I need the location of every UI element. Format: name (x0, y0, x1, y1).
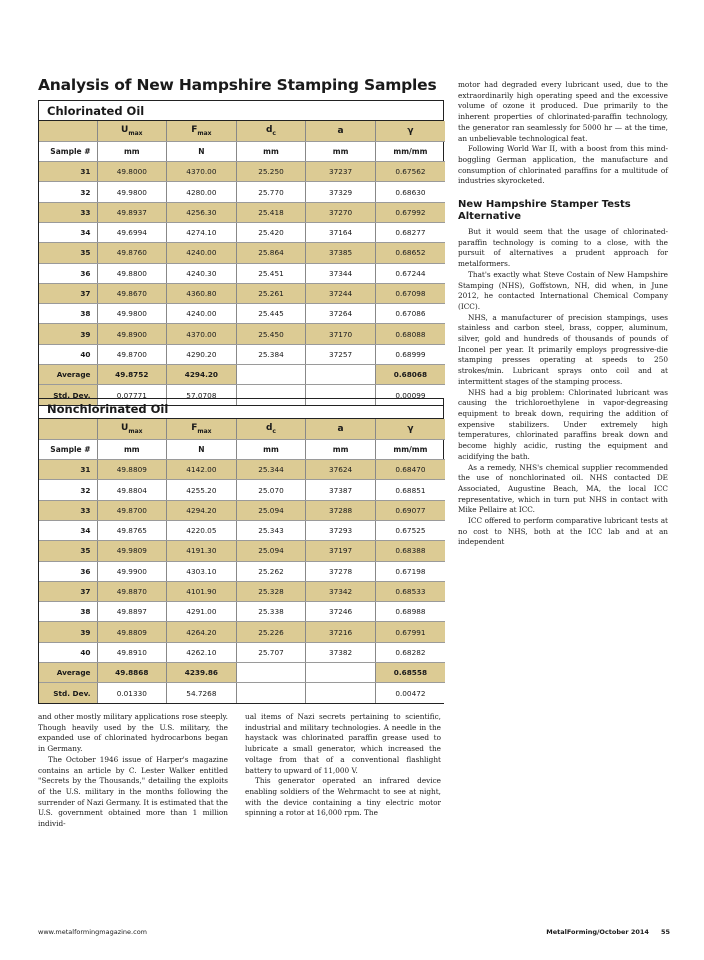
header-cell: $U_{max}$ (97, 121, 167, 141)
sample-number: 31 (39, 460, 97, 480)
table-cell: 49.8804 (97, 480, 167, 500)
table-cell: 0.68558 (375, 663, 445, 683)
table-row (39, 480, 445, 500)
unit-cell: mm (97, 439, 167, 459)
table-cell: 4294.20 (167, 500, 237, 520)
footer-publication: MetalForming/October 2014 (546, 928, 649, 936)
table-cell: 49.9900 (97, 561, 167, 581)
header-cell: $F_{max}$ (167, 121, 237, 141)
table-cell: 37164 (306, 222, 376, 242)
table-cell: 0.07771 (97, 385, 167, 405)
table-cell: 0.67098 (375, 283, 445, 303)
table-cell: 49.8910 (97, 642, 167, 662)
average-row (39, 365, 445, 385)
table-row (39, 344, 445, 364)
table-cell: 0.01330 (97, 683, 167, 703)
table-cell: 4256.30 (167, 202, 237, 222)
table-cell: 49.8809 (97, 622, 167, 642)
table-cell: 49.8765 (97, 520, 167, 540)
table-row (39, 581, 445, 601)
left-column-text (38, 712, 228, 830)
table-cell: 25.445 (236, 304, 306, 324)
row-label: Std. Dev. (39, 683, 97, 703)
paragraph: NHS had a big problem: Chlorinated lubricant was causing the trichloroethylene in vapor-degreasing equipment to break down, requiring the addition of expensive stabilizers. Under extremely high temperatures, chlorinated paraffins break down and become highly acidic, rusting the equipment and acidifying the bath. (458, 387, 668, 461)
table-cell: 49.8000 (97, 162, 167, 182)
table-cell: 0.67562 (375, 162, 445, 182)
table-cell: 25.250 (236, 162, 306, 182)
paragraph: The October 1946 issue of Harper's magazine contains an article by C. Lester Walker entitled "Secrets by the Thousands," detailing the exploits of the U.S. military in the months following the surrender of Nazi Germany. It is estimated that the U.S. government obtained more than 1 million individ- (38, 754, 228, 829)
table-cell: 0.00472 (375, 683, 445, 703)
table-row (39, 622, 445, 642)
header-cell: $d_c$ (236, 419, 306, 439)
table-cell: 25.418 (236, 202, 306, 222)
paragraph: Following World War II, with a boost from this mind-boggling German application, the manufacture and consumption of chlorinated paraffins for a multitude of industries skyrocketed. (458, 144, 668, 186)
chlorinated-oil-table (38, 100, 444, 406)
sample-label: Sample # (39, 141, 97, 161)
data-table (39, 121, 445, 405)
table-cell: 37197 (306, 541, 376, 561)
table-cell: 4360.80 (167, 283, 237, 303)
table-cell: 25.070 (236, 480, 306, 500)
table-cell: 49.9800 (97, 182, 167, 202)
row-label: Average (39, 663, 97, 683)
table-row (39, 222, 445, 242)
table-cell: 0.67525 (375, 520, 445, 540)
table-cell: 37216 (306, 622, 376, 642)
table-cell: 49.6994 (97, 222, 167, 242)
row-label: Average (39, 365, 97, 385)
table-cell: 57.0708 (167, 385, 237, 405)
paragraph: But it would seem that the usage of chlorinated-paraffin technology is coming to a close, with the pursuit of alternatives a prudent approach for metalformers. (458, 227, 668, 269)
unit-cell: mm (306, 141, 376, 161)
table-cell: 49.8870 (97, 581, 167, 601)
sample-number: 32 (39, 182, 97, 202)
sample-number: 33 (39, 202, 97, 222)
empty-cell (236, 683, 306, 703)
table-cell: 0.68988 (375, 602, 445, 622)
header-subscript: c (272, 427, 276, 435)
table-cell: 49.8752 (97, 365, 167, 385)
table-row (39, 304, 445, 324)
table-cell: 37288 (306, 500, 376, 520)
header-cell: $d_c$ (236, 121, 306, 141)
header-cell (39, 121, 97, 141)
sample-number: 39 (39, 324, 97, 344)
table-cell: 25.343 (236, 520, 306, 540)
page-number: 55 (660, 928, 670, 936)
table-cell: 37264 (306, 304, 376, 324)
table-cell: 0.68068 (375, 365, 445, 385)
table-cell: 4239.86 (167, 663, 237, 683)
table-cell: 0.68388 (375, 541, 445, 561)
header-cell: a (306, 121, 376, 141)
paragraph: That's exactly what Steve Costain of New Hampshire Stamping (NHS), Goffstown, NH, did when, in June 2012, he contacted International Chemical Company (ICC). (458, 269, 668, 311)
table-cell: 4294.20 (167, 365, 237, 385)
table-cell: 37342 (306, 581, 376, 601)
table-cell: 49.8700 (97, 344, 167, 364)
sample-number: 39 (39, 622, 97, 642)
table-cell: 49.8868 (97, 663, 167, 683)
header-cell: $F_{max}$ (167, 419, 237, 439)
sample-number: 31 (39, 162, 97, 182)
header-subscript: max (197, 427, 212, 435)
units-row (39, 439, 445, 459)
footer-url: www.metalformingmagazine.com (38, 928, 148, 936)
table-cell: 4240.00 (167, 304, 237, 324)
table-cell: 0.68277 (375, 222, 445, 242)
table-cell: 25.450 (236, 324, 306, 344)
table-cell: 54.7268 (167, 683, 237, 703)
table-row (39, 602, 445, 622)
std-dev-row (39, 683, 445, 703)
sample-number: 36 (39, 263, 97, 283)
table-cell: 25.451 (236, 263, 306, 283)
unit-cell: mm (97, 141, 167, 161)
sample-label: Sample # (39, 439, 97, 459)
header-cell: $U_{max}$ (97, 419, 167, 439)
paragraph: ICC offered to perform comparative lubricant tests at no cost to NHS, both at the ICC lab and at an independent (458, 516, 668, 547)
table-cell: 4370.00 (167, 324, 237, 344)
table-cell: 4240.30 (167, 263, 237, 283)
table-cell: 37329 (306, 182, 376, 202)
table-row (39, 520, 445, 540)
table-cell: 37344 (306, 263, 376, 283)
table-cell: 25.864 (236, 243, 306, 263)
unit-cell: mm/mm (375, 141, 445, 161)
table-cell: 4240.00 (167, 243, 237, 263)
unit-cell: mm (306, 439, 376, 459)
table-row (39, 162, 445, 182)
table-cell: 49.8760 (97, 243, 167, 263)
table-row (39, 182, 445, 202)
table-cell: 0.68088 (375, 324, 445, 344)
header-subscript: max (128, 427, 143, 435)
table-cell: 0.68630 (375, 182, 445, 202)
table-cell: 0.67244 (375, 263, 445, 283)
table-cell: 4370.00 (167, 162, 237, 182)
table-cell: 37278 (306, 561, 376, 581)
table-cell: 4101.90 (167, 581, 237, 601)
unit-cell: mm (236, 141, 306, 161)
footer-issue (546, 928, 670, 936)
table-cell: 25.770 (236, 182, 306, 202)
table-cell: 4274.10 (167, 222, 237, 242)
sample-number: 37 (39, 581, 97, 601)
header-row (39, 419, 445, 439)
table-row (39, 263, 445, 283)
sample-number: 36 (39, 561, 97, 581)
table-cell: 49.9809 (97, 541, 167, 561)
table-cell: 25.226 (236, 622, 306, 642)
table-cell: 37624 (306, 460, 376, 480)
table-cell: 0.67198 (375, 561, 445, 581)
table-cell: 37244 (306, 283, 376, 303)
paragraph: ual items of Nazi secrets pertaining to scientific, industrial and military technologies. A needle in the haystack was chlorinated paraffin grease used to lubricate a small generator, which increased the voltage from that of a conventional flashlight battery to upward of 11,000 V. (245, 712, 441, 775)
empty-cell (236, 365, 306, 385)
section-subhead: New Hampshire Stamper Tests Alternative (458, 199, 631, 223)
unit-cell: mm/mm (375, 439, 445, 459)
table-cell: 37387 (306, 480, 376, 500)
table-cell: 0.68851 (375, 480, 445, 500)
average-row (39, 663, 445, 683)
sample-number: 35 (39, 243, 97, 263)
sample-number: 34 (39, 222, 97, 242)
page-title: Analysis of New Hampshire Stamping Samples (38, 76, 437, 94)
middle-column-text (245, 712, 441, 819)
table-row (39, 324, 445, 344)
table-cell: 4255.20 (167, 480, 237, 500)
table-cell: 37270 (306, 202, 376, 222)
table-cell: 4303.10 (167, 561, 237, 581)
header-subscript: max (128, 129, 143, 137)
table-title: Chlorinated Oil (39, 101, 443, 121)
table-cell: 25.094 (236, 541, 306, 561)
table-cell: 0.68533 (375, 581, 445, 601)
sample-number: 35 (39, 541, 97, 561)
sample-number: 37 (39, 283, 97, 303)
table-cell: 49.8800 (97, 263, 167, 283)
table-row (39, 642, 445, 662)
data-table (39, 419, 445, 703)
table-cell: 49.8937 (97, 202, 167, 222)
right-column-text (458, 80, 668, 548)
table-cell: 37237 (306, 162, 376, 182)
table-cell: 37170 (306, 324, 376, 344)
header-cell (39, 419, 97, 439)
table-cell: 4291.00 (167, 602, 237, 622)
table-cell: 49.9800 (97, 304, 167, 324)
table-cell: 0.67086 (375, 304, 445, 324)
table-title: Nonchlorinated Oil (39, 399, 443, 419)
table-row (39, 561, 445, 581)
table-cell: 0.68652 (375, 243, 445, 263)
sample-number: 33 (39, 500, 97, 520)
table-cell: 0.68470 (375, 460, 445, 480)
table-cell: 49.8809 (97, 460, 167, 480)
table-cell: 4290.20 (167, 344, 237, 364)
table-cell: 4220.05 (167, 520, 237, 540)
table-cell: 0.68282 (375, 642, 445, 662)
sample-number: 32 (39, 480, 97, 500)
sample-number: 38 (39, 304, 97, 324)
unit-cell: mm (236, 439, 306, 459)
table-cell: 49.8900 (97, 324, 167, 344)
paragraph: This generator operated an infrared device enabling soldiers of the Wehrmacht to see at night, with the device containing a tiny electric motor spinning a rotor at 16,000 rpm. The (245, 776, 441, 818)
table-cell: 0.67991 (375, 622, 445, 642)
table-cell: 49.8700 (97, 500, 167, 520)
paragraph: As a remedy, NHS's chemical supplier recommended the use of nonchlorinated oil. NHS contacted DE Associated, Augustine Beach, MA, the local ICC representative, which in turn put NHS in contact with Mike Pellaire at ICC. (458, 462, 668, 515)
table-row (39, 243, 445, 263)
table-cell: 25.384 (236, 344, 306, 364)
empty-cell (306, 663, 376, 683)
table-cell: 37385 (306, 243, 376, 263)
table-row (39, 283, 445, 303)
table-cell: 0.69077 (375, 500, 445, 520)
table-cell: 25.338 (236, 602, 306, 622)
table-cell: 37246 (306, 602, 376, 622)
paragraph: NHS, a manufacturer of precision stampings, uses stainless and carbon steel, brass, copper, aluminum, silver, gold and hundreds of thousands of pounds of Inconel per year. It primarily employs progressive-die stamping presses operating at speeds to 250 strokes/min. Lubricant sprays onto coil and at intermittent stages of the stamping process. (458, 312, 668, 386)
empty-cell (306, 365, 376, 385)
units-row (39, 141, 445, 161)
table-cell: 4262.10 (167, 642, 237, 662)
sample-number: 40 (39, 642, 97, 662)
empty-cell (306, 683, 376, 703)
table-cell: 49.8897 (97, 602, 167, 622)
header-subscript: c (272, 129, 276, 137)
table-row (39, 541, 445, 561)
table-cell: 4191.30 (167, 541, 237, 561)
table-cell: 25.262 (236, 561, 306, 581)
table-cell: 37293 (306, 520, 376, 540)
header-row (39, 121, 445, 141)
sample-number: 40 (39, 344, 97, 364)
empty-cell (236, 663, 306, 683)
table-cell: 37257 (306, 344, 376, 364)
table-cell: 25.420 (236, 222, 306, 242)
sample-number: 34 (39, 520, 97, 540)
nonchlorinated-oil-table (38, 398, 444, 704)
header-subscript: max (197, 129, 212, 137)
header-cell: γ (375, 121, 445, 141)
paragraph: motor had degraded every lubricant used, due to the extraordinarily high operating speed and the excessive volume of ozone it produced. Due primarily to the inherent properties of chlorinated-paraffin technology, the generator ran seamlessly for 5000 hr — at the time, an unbelievable technological feat. (458, 80, 668, 143)
header-cell: γ (375, 419, 445, 439)
unit-cell: N (167, 439, 237, 459)
table-cell: 25.328 (236, 581, 306, 601)
table-cell: 25.344 (236, 460, 306, 480)
table-cell: 25.707 (236, 642, 306, 662)
table-cell: 0.68999 (375, 344, 445, 364)
table-cell: 25.261 (236, 283, 306, 303)
table-cell: 25.094 (236, 500, 306, 520)
row-label: Std. Dev. (39, 385, 97, 405)
header-cell: a (306, 419, 376, 439)
table-row (39, 460, 445, 480)
table-row (39, 500, 445, 520)
table-cell: 0.00099 (375, 385, 445, 405)
sample-number: 38 (39, 602, 97, 622)
paragraph: and other mostly military applications rose steeply. Though heavily used by the U.S. military, the expanded use of chlorinated hydrocarbons began in Germany. (38, 712, 228, 754)
table-cell: 4264.20 (167, 622, 237, 642)
table-cell: 37382 (306, 642, 376, 662)
table-cell: 49.8670 (97, 283, 167, 303)
table-cell: 0.67992 (375, 202, 445, 222)
unit-cell: N (167, 141, 237, 161)
table-cell: 4142.00 (167, 460, 237, 480)
table-row (39, 202, 445, 222)
table-cell: 4280.00 (167, 182, 237, 202)
